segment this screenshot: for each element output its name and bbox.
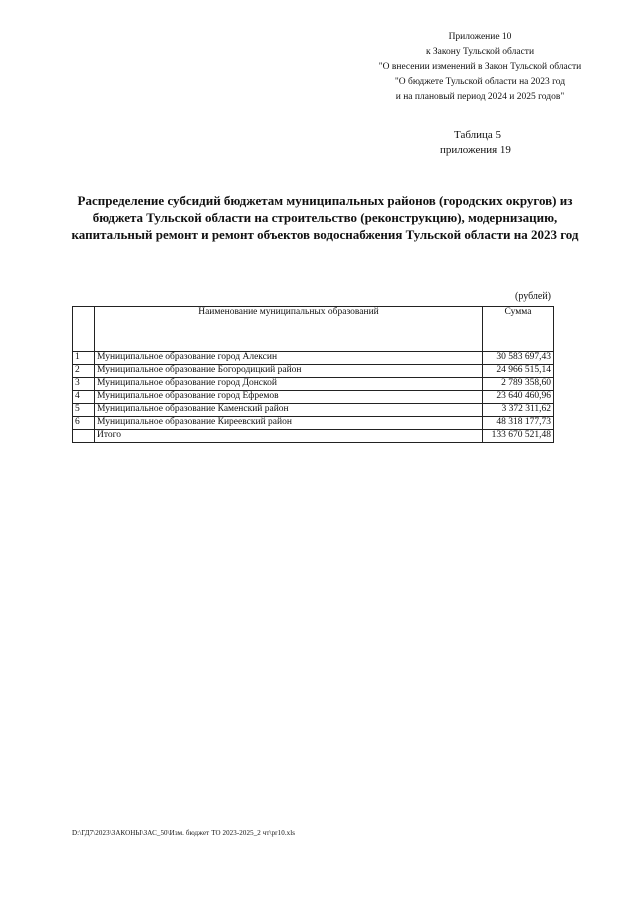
header-name: Наименование муниципальных образований xyxy=(95,307,483,352)
row-sum: 24 966 515,14 xyxy=(483,365,554,378)
total-sum: 133 670 521,48 xyxy=(483,430,554,443)
row-sum: 23 640 460,96 xyxy=(483,391,554,404)
header-sum: Сумма xyxy=(483,307,554,352)
row-number: 2 xyxy=(73,365,95,378)
row-sum: 48 318 177,73 xyxy=(483,417,554,430)
document-title: Распределение субсидий бюджетам муниципальных районов (городских округов) из бюджета Тульской области на строительство (реконструкцию), модернизацию, капитальный ремонт и ремонт объектов водоснабжения Тульской области на 2023 год xyxy=(71,193,579,242)
table-row xyxy=(73,378,554,391)
row-sum: 2 789 358,60 xyxy=(483,378,554,391)
row-name: Муниципальное образование Каменский район xyxy=(95,404,483,417)
header-number xyxy=(73,307,95,352)
table-number: Таблица 5 xyxy=(454,129,502,141)
row-number: 3 xyxy=(73,378,95,391)
row-number: 6 xyxy=(73,417,95,430)
row-sum: 30 583 697,43 xyxy=(483,352,554,365)
table-appendix-ref: приложения 19 xyxy=(440,144,511,156)
row-name: Муниципальное образование Богородицкий район xyxy=(95,365,483,378)
distribution-table xyxy=(72,306,554,443)
row-name: Муниципальное образование город Ефремов xyxy=(95,391,483,404)
appendix-line: "О бюджете Тульской области на 2023 год xyxy=(394,77,566,87)
table-row xyxy=(73,417,554,430)
row-number: 1 xyxy=(73,352,95,365)
row-number: 5 xyxy=(73,404,95,417)
total-number xyxy=(73,430,95,443)
appendix-header xyxy=(330,30,630,105)
total-label: Итого xyxy=(95,430,483,443)
table-note xyxy=(440,128,511,158)
table-row xyxy=(73,352,554,365)
file-path-footer: D:\ГД7\2023\ЗАКОНЫ\ЗАС_50\Изм. бюджет ТО 2023-2025_2 чт\pr10.xls xyxy=(72,829,296,837)
row-name: Муниципальное образование Киреевский район xyxy=(95,417,483,430)
row-name: Муниципальное образование город Донской xyxy=(95,378,483,391)
appendix-line: "О внесении изменений в Закон Тульской области xyxy=(378,62,582,72)
table-row xyxy=(73,365,554,378)
unit-label: (рублей) xyxy=(515,291,552,302)
table-total-row xyxy=(73,430,554,443)
appendix-line: и на плановый период 2024 и 2025 годов" xyxy=(395,92,565,102)
table-row xyxy=(73,391,554,404)
table-header-row xyxy=(73,307,554,352)
row-sum: 3 372 311,62 xyxy=(483,404,554,417)
row-name: Муниципальное образование город Алексин xyxy=(95,352,483,365)
table-row xyxy=(73,404,554,417)
appendix-line: Приложение 10 xyxy=(448,32,512,42)
appendix-line: к Закону Тульской области xyxy=(425,47,535,57)
row-number: 4 xyxy=(73,391,95,404)
